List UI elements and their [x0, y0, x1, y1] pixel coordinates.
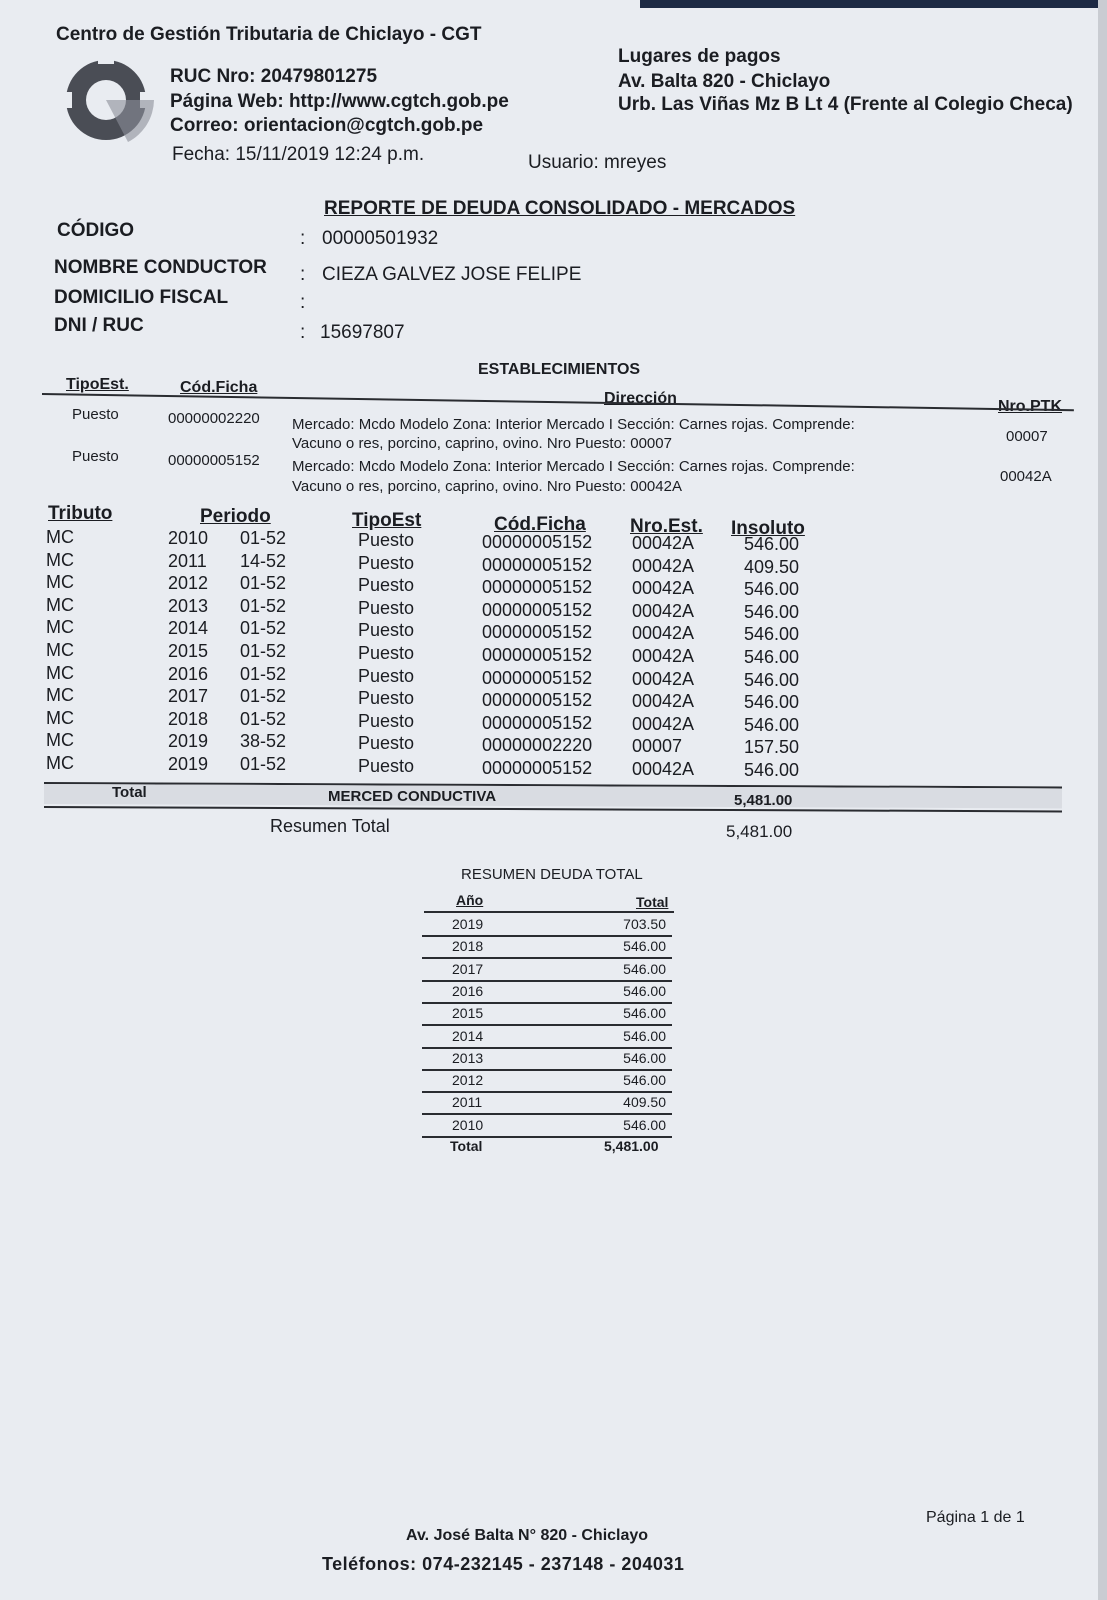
deuda-tipo: Puesto [358, 575, 415, 596]
deuda-tributo: MC [46, 707, 74, 728]
deuda-insoluto: 546.00 [744, 760, 800, 780]
resumen-total-value: 5,481.00 [726, 822, 793, 841]
deuda-anio: 2015 [168, 641, 209, 661]
deuda-h-periodo: Periodo [200, 506, 271, 527]
resumen-anio: 2011 [452, 1094, 483, 1111]
deuda-rango: 01-52 [240, 754, 287, 774]
deuda-tributo: MC [46, 594, 74, 615]
resumen-anio: 2019 [452, 916, 484, 932]
resumen-row [422, 980, 672, 1004]
deuda-nro: 00042A [632, 713, 695, 734]
total-row [44, 784, 1062, 808]
resumen-total-row-label: Total [450, 1138, 483, 1154]
deuda-tributo: MC [46, 617, 74, 638]
resumen-anio: 2018 [452, 938, 484, 955]
resumen-total-label: Resumen Total [270, 816, 390, 836]
resumen-row [422, 913, 672, 937]
dni-label: DNI / RUC [54, 315, 144, 336]
email-line: Correo: orientacion@cgtch.gob.pe [170, 115, 484, 136]
usuario-line: Usuario: mreyes [528, 152, 667, 173]
resumen-anio: 2010 [452, 1116, 484, 1133]
deuda-tributo: MC [46, 685, 74, 706]
deuda-anio: 2017 [168, 686, 209, 707]
resumen-total: 546.00 [623, 1116, 666, 1133]
deuda-tipo: Puesto [358, 597, 415, 618]
cgt-logo [58, 54, 158, 146]
resumen-total: 546.00 [623, 1072, 666, 1089]
nombre-sep: : [300, 264, 306, 285]
deuda-rango: 01-52 [240, 663, 287, 684]
org-name: Centro de Gestión Tributaria de Chiclayo - CGT [56, 24, 482, 45]
deuda-nro: 00042A [632, 533, 695, 553]
pay-line2: Urb. Las Viñas Mz B Lt 4 (Frente al Colegio Checa) [618, 94, 1073, 115]
deuda-tipo: Puesto [358, 733, 415, 754]
domicilio-label: DOMICILIO FISCAL [54, 287, 229, 308]
deuda-h-nro: Nro.Est. [630, 516, 703, 537]
top-edge-band [640, 0, 1107, 8]
resumen-total: 546.00 [623, 1049, 666, 1066]
deuda-nro: 00042A [632, 555, 695, 576]
report-title: REPORTE DE DEUDA CONSOLIDADO - MERCADOS [324, 198, 796, 219]
deuda-anio: 2010 [168, 528, 209, 548]
deuda-ficha: 00000005152 [482, 599, 593, 620]
est-dir1: Mercado: Mcdo Modelo Zona: Interior Mercado I Sección: Carnes rojas. Comprende: [292, 416, 855, 433]
deuda-rango: 01-52 [240, 686, 287, 707]
resumen-h-total: Total [636, 894, 669, 910]
resumen-anio: 2016 [452, 982, 484, 999]
deuda-tipo: Puesto [358, 688, 415, 709]
est-dir1: Mercado: Mcdo Modelo Zona: Interior Mercado I Sección: Carnes rojas. Comprende: [292, 458, 855, 475]
deuda-anio: 2019 [168, 731, 209, 752]
deuda-tributo: MC [46, 527, 74, 547]
deuda-ficha: 00000005152 [482, 554, 593, 575]
est-tipo: Puesto [72, 406, 119, 423]
deuda-ficha: 00000005152 [482, 645, 593, 665]
deuda-ficha: 00000002220 [482, 735, 593, 756]
deuda-tributo: MC [46, 572, 74, 593]
est-header-line [42, 393, 1074, 411]
est-h-tipo: TipoEst. [66, 376, 129, 393]
deuda-insoluto: 157.50 [744, 737, 800, 758]
total-label: Total [112, 784, 147, 801]
establecimientos-title: ESTABLECIMIENTOS [478, 361, 641, 378]
deuda-nro: 00042A [632, 668, 695, 689]
resumen-total: 409.50 [623, 1094, 666, 1111]
est-ptk: 00007 [1006, 428, 1048, 445]
deuda-h-tipo: TipoEst [352, 510, 422, 531]
resumen-row [422, 1114, 672, 1138]
resumen-total-row-value: 5,481.00 [604, 1138, 659, 1154]
resumen-row [422, 1069, 672, 1093]
dni-sep: : [300, 322, 306, 343]
deuda-tributo: MC [46, 753, 74, 773]
deuda-tipo: Puesto [358, 643, 415, 663]
deuda-rango: 01-52 [240, 708, 287, 729]
resumen-row [422, 958, 672, 982]
pay-title: Lugares de pagos [618, 46, 781, 67]
deuda-rango: 01-52 [240, 641, 287, 661]
deuda-nro: 00042A [632, 600, 695, 621]
deuda-insoluto: 546.00 [744, 669, 800, 690]
deuda-rango: 01-52 [240, 528, 287, 548]
footer-phones: Teléfonos: 074-232145 - 237148 - 204031 [322, 1554, 685, 1574]
deuda-anio: 2013 [168, 595, 209, 616]
est-tipo: Puesto [72, 448, 119, 465]
resumen-title: RESUMEN DEUDA TOTAL [461, 866, 643, 883]
deuda-tipo: Puesto [358, 530, 415, 550]
est-h-ficha: Cód.Ficha [180, 379, 258, 396]
deuda-tipo: Puesto [358, 665, 415, 686]
est-h-direccion: Dirección [604, 390, 677, 407]
est-dir2: Vacuno o res, porcino, caprino, ovino. Nro Puesto: 00007 [292, 435, 672, 452]
deuda-anio: 2011 [168, 550, 207, 571]
resumen-total: 546.00 [623, 982, 666, 999]
deuda-insoluto: 546.00 [744, 624, 800, 645]
deuda-rango: 14-52 [240, 550, 287, 571]
fecha-line: Fecha: 15/11/2019 12:24 p.m. [172, 144, 425, 165]
deuda-tributo: MC [46, 549, 74, 570]
deuda-insoluto: 546.00 [744, 647, 800, 667]
deuda-nro: 00042A [632, 623, 695, 644]
domicilio-sep: : [300, 292, 306, 313]
deuda-anio: 2016 [168, 663, 209, 684]
resumen-row [422, 1047, 672, 1071]
resumen-total: 546.00 [623, 1005, 666, 1022]
deuda-ficha: 00000005152 [482, 622, 593, 643]
deuda-nro: 00007 [632, 736, 683, 757]
deuda-insoluto: 546.00 [744, 579, 800, 600]
deuda-insoluto: 546.00 [744, 601, 800, 622]
resumen-total: 703.50 [623, 916, 666, 932]
resumen-anio: 2012 [452, 1072, 484, 1089]
deuda-anio: 2012 [168, 573, 209, 594]
resumen-total: 546.00 [623, 938, 666, 955]
deuda-ficha: 00000005152 [482, 667, 593, 688]
resumen-row [422, 935, 672, 959]
resumen-h-anio: Año [456, 892, 484, 908]
resumen-total: 546.00 [623, 960, 666, 977]
deuda-ficha: 00000005152 [482, 690, 593, 711]
resumen-row [422, 1025, 672, 1049]
deuda-nro: 00042A [632, 646, 695, 666]
total-concept: MERCED CONDUCTIVA [328, 788, 497, 805]
ruc-line: RUC Nro: 20479801275 [170, 66, 378, 87]
deuda-nro: 00042A [632, 759, 695, 779]
codigo-sep: : [300, 228, 306, 249]
pay-line1: Av. Balta 820 - Chiclayo [618, 71, 831, 92]
est-ptk: 00042A [1000, 468, 1052, 485]
deuda-rango: 01-52 [240, 573, 287, 594]
deuda-tipo: Puesto [358, 710, 415, 731]
deuda-insoluto: 409.50 [744, 556, 800, 577]
deuda-rango: 38-52 [240, 731, 287, 752]
deuda-tributo: MC [46, 640, 74, 660]
footer-address: Av. José Balta N° 820 - Chiclayo [406, 1527, 649, 1544]
deuda-anio: 2018 [168, 708, 209, 729]
dni-value: 15697807 [320, 322, 405, 343]
deuda-h-tributo: Tributo [48, 503, 113, 524]
deuda-insoluto: 546.00 [744, 714, 800, 735]
page-number: Página 1 de 1 [926, 1509, 1025, 1526]
codigo-label: CÓDIGO [57, 220, 135, 241]
deuda-nro: 00042A [632, 578, 695, 599]
est-ficha: 00000002220 [168, 410, 260, 427]
deuda-rango: 01-52 [240, 595, 287, 616]
deuda-ficha: 00000005152 [482, 577, 593, 598]
resumen-anio: 2015 [452, 1005, 484, 1022]
deuda-ficha: 00000005152 [482, 712, 593, 733]
deuda-h-insoluto: Insoluto [731, 518, 805, 539]
resumen-row [422, 1002, 672, 1026]
total-value: 5,481.00 [734, 792, 793, 809]
deuda-insoluto: 546.00 [744, 692, 800, 713]
codigo-value: 00000501932 [322, 228, 439, 249]
deuda-h-ficha: Cód.Ficha [494, 514, 586, 535]
deuda-rango: 01-52 [240, 618, 287, 639]
deuda-anio: 2019 [168, 754, 209, 774]
nombre-label: NOMBRE CONDUCTOR [54, 257, 267, 278]
resumen-anio: 2013 [452, 1049, 484, 1066]
resumen-anio: 2017 [452, 960, 484, 977]
deuda-insoluto: 546.00 [744, 534, 800, 554]
deuda-anio: 2014 [168, 618, 209, 639]
deuda-tipo: Puesto [358, 756, 415, 776]
deuda-tributo: MC [46, 730, 74, 751]
deuda-tipo: Puesto [358, 620, 415, 641]
web-line: Página Web: http://www.cgtch.gob.pe [170, 91, 509, 112]
est-ficha: 00000005152 [168, 452, 260, 469]
nombre-value: CIEZA GALVEZ JOSE FELIPE [322, 264, 582, 285]
deuda-nro: 00042A [632, 691, 695, 712]
resumen-anio: 2014 [452, 1027, 484, 1044]
resumen-row [422, 1091, 672, 1115]
est-h-ptk: Nro.PTK [998, 398, 1062, 415]
paper-edge [1098, 0, 1107, 1600]
deuda-tributo: MC [46, 662, 74, 683]
deuda-ficha: 00000005152 [482, 532, 593, 552]
deuda-tipo: Puesto [358, 552, 415, 573]
est-dir2: Vacuno o res, porcino, caprino, ovino. Nro Puesto: 00042A [292, 478, 682, 495]
resumen-total: 546.00 [623, 1027, 666, 1044]
deuda-ficha: 00000005152 [482, 758, 593, 778]
